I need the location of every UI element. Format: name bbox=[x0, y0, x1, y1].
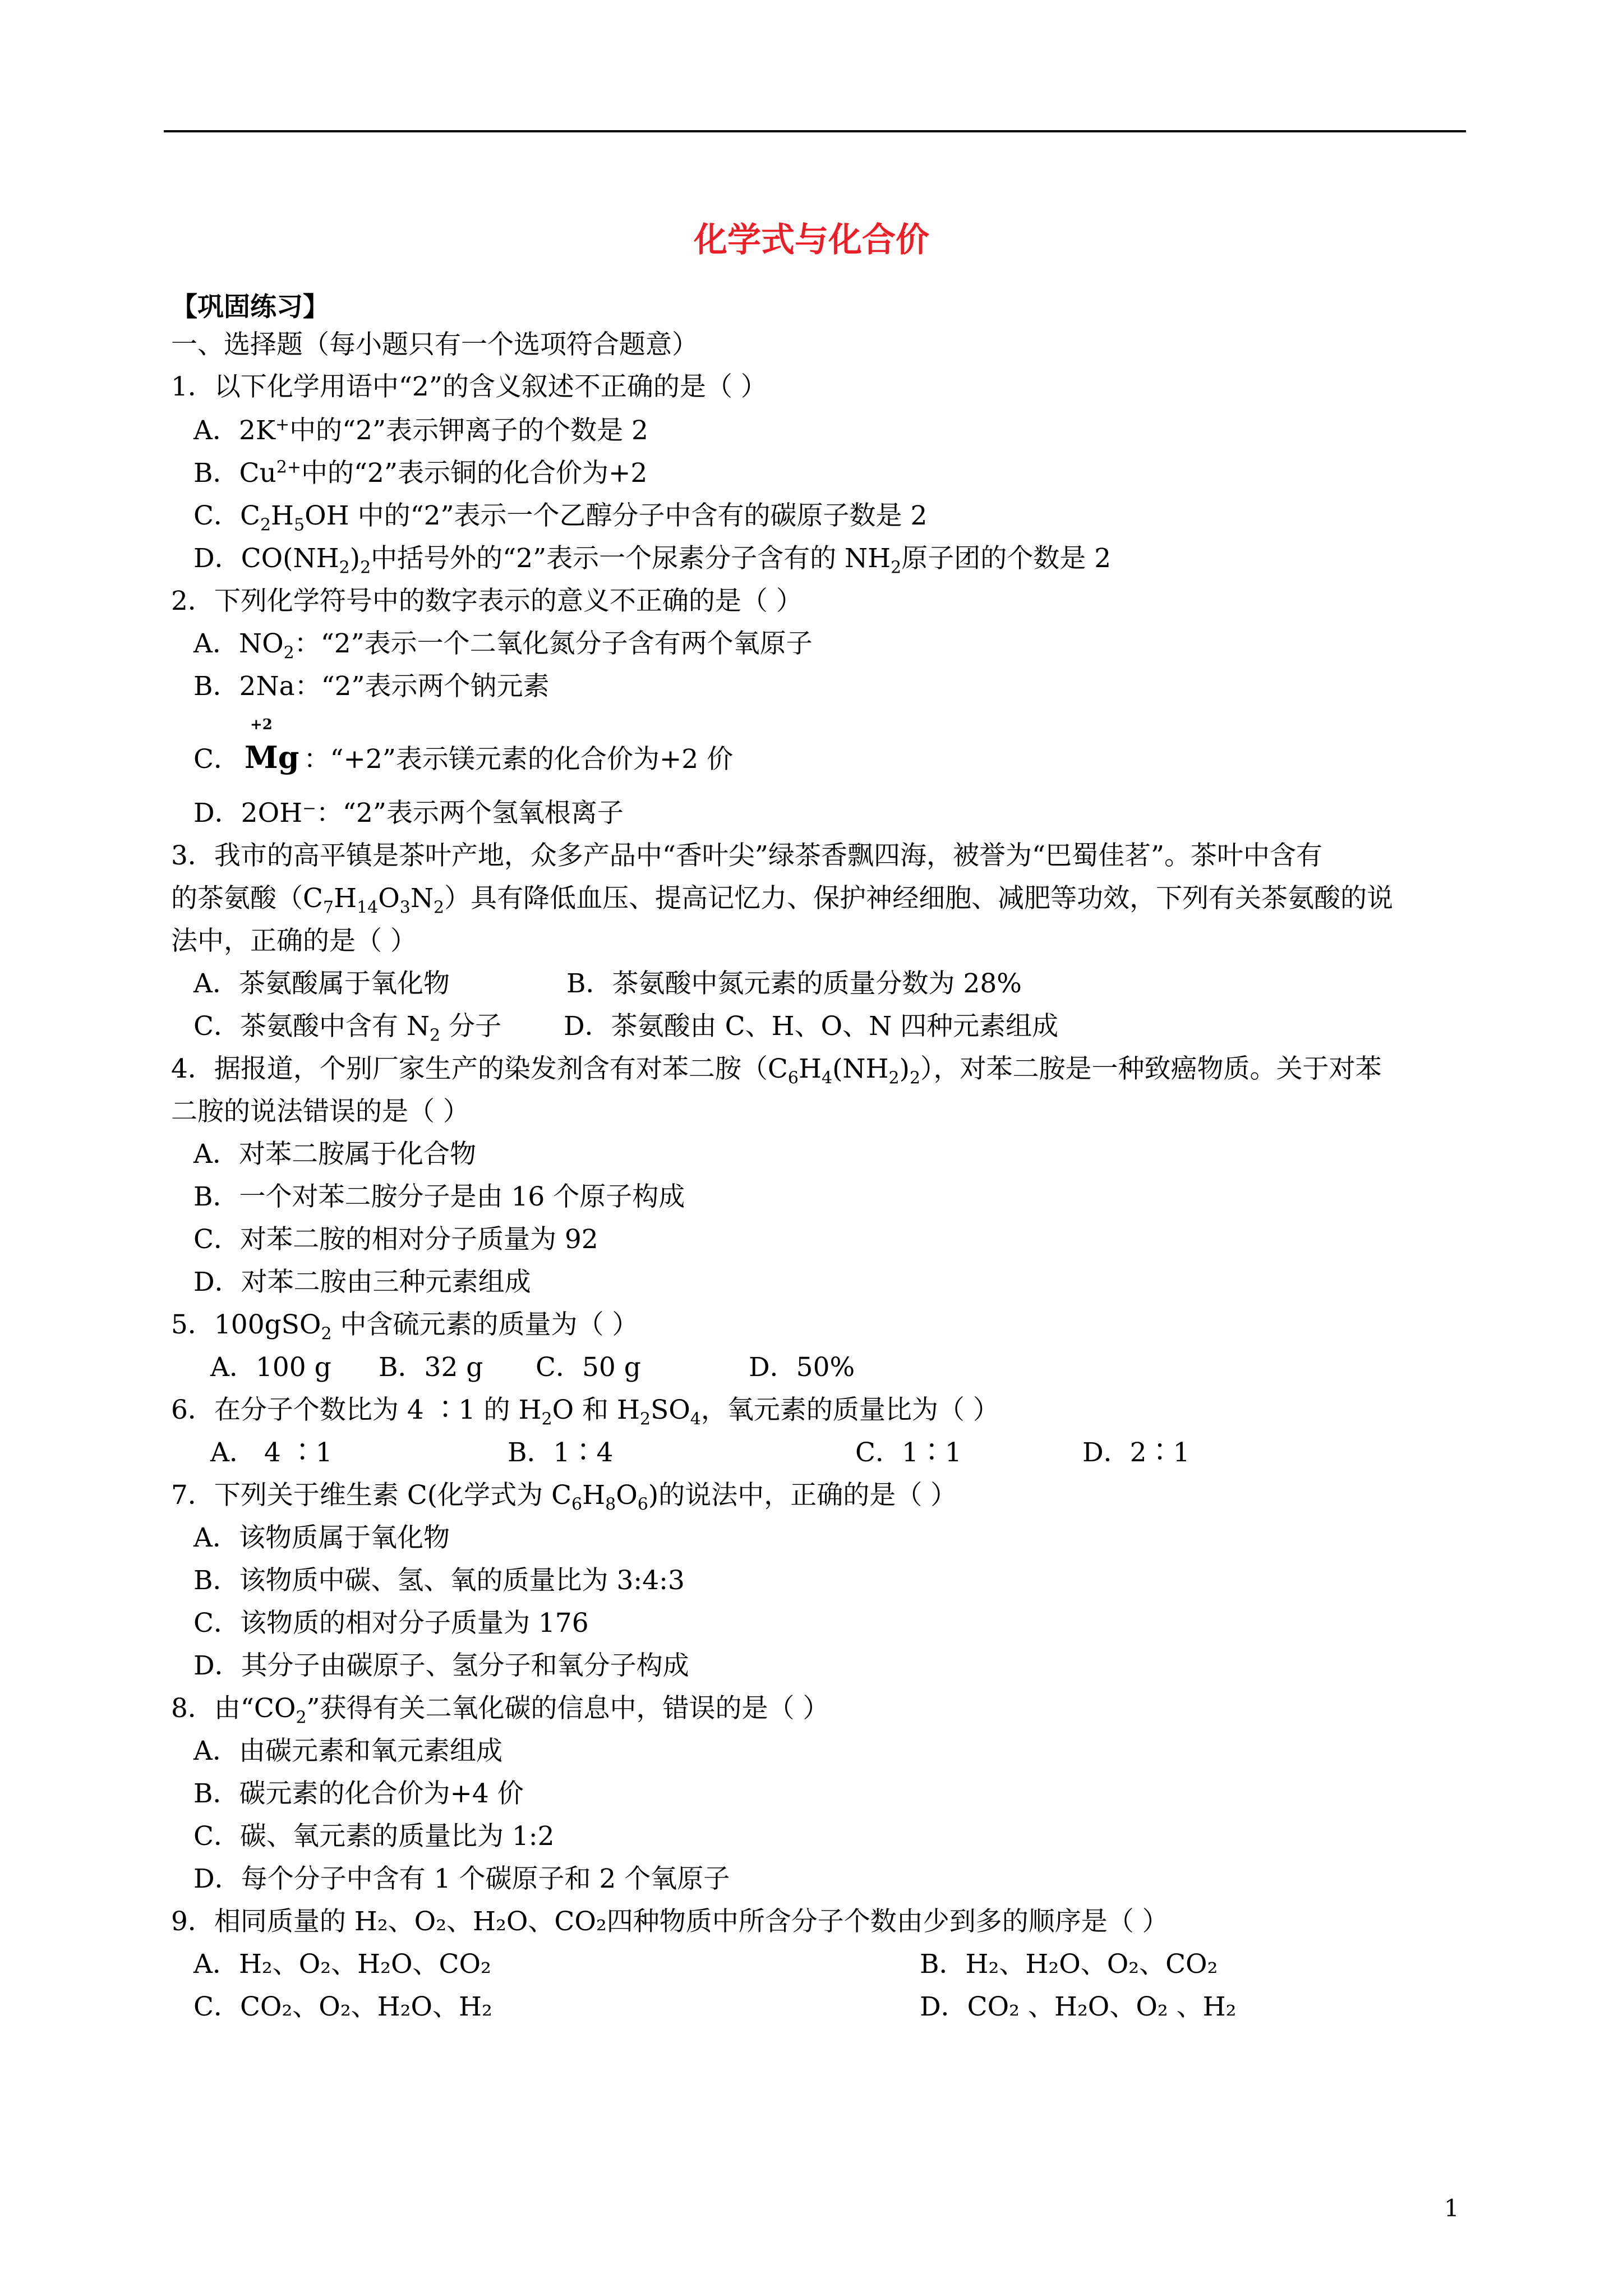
question-7-option-c: C．该物质的相对分子质量为 176 bbox=[193, 1608, 589, 1639]
page-title: 化学式与化合价 bbox=[694, 220, 929, 260]
question-6-option-a: A． 4 ∶1 bbox=[210, 1437, 333, 1468]
question-1-option-d: D．$CO(NH_2)_2$中括号外的“2”表示一个尿素分子含有的 $NH_2$原子团的个数是 2 bbox=[193, 543, 1112, 578]
question-9-stem: 9．相同质量的 H₂、O₂、H₂O、CO₂四种物质中所含分子个数由少到多的顺序是（ ） bbox=[171, 1906, 1169, 1937]
question-3-option-c: C．茶氨酸中含有 $N_2$ 分子 bbox=[193, 1011, 502, 1046]
question-8-stem: 8．由“$CO_2$”获得有关二氧化碳的信息中，错误的是（ ） bbox=[171, 1693, 829, 1728]
question-6-stem: 6．在分子个数比为 4 ∶1 的 $H_2O$ 和 $H_2SO_4$，氧元素的质量比为（ ） bbox=[171, 1395, 999, 1429]
question-2-option-d: D．2OH⁻：“2”表示两个氢氧根离子 bbox=[193, 798, 624, 829]
question-1-stem: 1．以下化学用语中“2”的含义叙述不正确的是（ ） bbox=[171, 371, 767, 402]
question-7-option-a: A．该物质属于氧化物 bbox=[193, 1522, 450, 1553]
question-5-option-a: A．100 g bbox=[210, 1352, 331, 1383]
question-3-line-1: 3．我市的高平镇是茶叶产地，众多产品中“香叶尖”绿茶香飘四海，被誉为“巴蜀佳茗”。茶叶中含有 bbox=[171, 840, 1323, 871]
question-9-option-a: A．H₂、O₂、H₂O、CO₂ bbox=[193, 1949, 491, 1980]
question-3-line-3: 法中，正确的是（ ） bbox=[171, 926, 417, 956]
question-2-option-a: A．$NO_2$：“2”表示一个二氧化氮分子含有两个氧原子 bbox=[193, 628, 813, 663]
question-3-option-d: D．茶氨酸由 C、H、O、N 四种元素组成 bbox=[564, 1011, 1059, 1042]
question-6-option-c: C．1∶1 bbox=[855, 1437, 962, 1468]
question-8-option-d: D．每个分子中含有 1 个碳原子和 2 个氧原子 bbox=[193, 1864, 730, 1894]
question-4-line-1: 4．据报道，个别厂家生产的染发剂含有对苯二胺$(C_6H_4(NH_2)_2)$，对苯二胺是一种致癌物质。关于对苯 bbox=[171, 1053, 1382, 1088]
question-1-option-c: C．$C_2H_5OH$ 中的“2”表示一个乙醇分子中含有的碳原子数是 2 bbox=[193, 500, 928, 535]
part-heading: 一、选择题（每小题只有一个选项符合题意） bbox=[171, 329, 698, 360]
question-2-stem: 2．下列化学符号中的数字表示的意义不正确的是（ ） bbox=[171, 586, 803, 616]
page-number: 1 bbox=[1444, 2194, 1459, 2222]
question-5-stem: 5．100gSO$_2$ 中含硫元素的质量为（ ） bbox=[171, 1309, 639, 1344]
section-heading: 【巩固练习】 bbox=[171, 292, 329, 323]
question-4-option-b: B．一个对苯二胺分子是由 16 个原子构成 bbox=[193, 1181, 685, 1212]
question-9-option-d: D．CO₂ 、H₂O、O₂ 、H₂ bbox=[920, 1991, 1237, 2022]
question-5-option-c: C．50 g bbox=[536, 1352, 641, 1383]
question-4-option-c: C．对苯二胺的相对分子质量为 92 bbox=[193, 1224, 598, 1255]
question-5-option-d: D．50% bbox=[749, 1352, 855, 1383]
question-7-option-d: D．其分子由碳原子、氢分子和氧分子构成 bbox=[193, 1650, 689, 1681]
question-5-option-b: B．32 g bbox=[379, 1352, 483, 1383]
question-7-stem: 7．下列关于维生素 C(化学式为 $C_6H_8O_6$)的说法中，正确的是（ ） bbox=[171, 1480, 957, 1515]
question-3-option-b: B．茶氨酸中氮元素的质量分数为 28% bbox=[566, 968, 1022, 999]
question-7-option-b: B．该物质中碳、氢、氧的质量比为 3:4:3 bbox=[193, 1565, 685, 1596]
question-6-option-b: B．1∶4 bbox=[508, 1437, 614, 1468]
question-9-option-c: C．CO₂、O₂、H₂O、H₂ bbox=[193, 1991, 492, 2022]
question-6-option-d: D．2∶1 bbox=[1082, 1437, 1190, 1468]
question-2-option-b: B．2Na：“2”表示两个钠元素 bbox=[193, 671, 550, 702]
question-2-option-c: C． +2 Mg ：“+2”表示镁元素的化合价为+2 价 bbox=[193, 716, 734, 775]
question-4-line-2: 二胺的说法错误的是（ ） bbox=[171, 1096, 469, 1127]
valence-symbol-mg: +2 Mg bbox=[244, 716, 299, 775]
question-3-option-a: A．茶氨酸属于氧化物 bbox=[193, 968, 450, 999]
header-rule bbox=[164, 130, 1466, 132]
question-8-option-a: A．由碳元素和氧元素组成 bbox=[193, 1736, 502, 1766]
question-9-option-b: B．H₂、H₂O、O₂、CO₂ bbox=[920, 1949, 1218, 1980]
question-3-line-2: 的茶氨酸$(C_7H_{14}O_3N_2)$具有降低血压、提高记忆力、保护神经细胞、减肥等功效，下列有关茶氨酸的说 bbox=[171, 883, 1394, 918]
question-1-option-b: B．$Cu^{2+}$中的“2”表示铜的化合价为+2 bbox=[193, 457, 648, 489]
question-1-option-a: A．2K+中的“2”表示钾离子的个数是 2 bbox=[193, 415, 648, 446]
question-4-option-a: A．对苯二胺属于化合物 bbox=[193, 1139, 476, 1170]
question-4-option-d: D．对苯二胺由三种元素组成 bbox=[193, 1267, 531, 1297]
question-8-option-b: B．碳元素的化合价为+4 价 bbox=[193, 1778, 524, 1809]
question-8-option-c: C．碳、氧元素的质量比为 1:2 bbox=[193, 1821, 555, 1852]
